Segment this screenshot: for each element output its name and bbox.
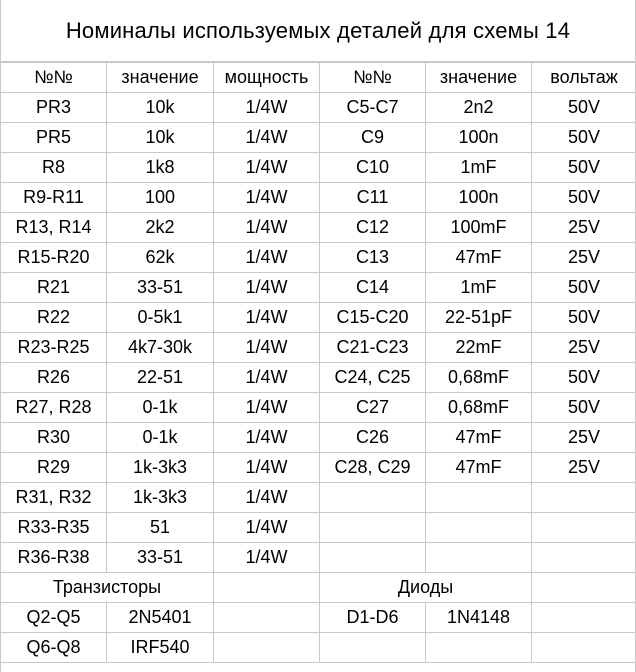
resistor-power: 1/4W xyxy=(214,123,320,153)
resistor-power: 1/4W xyxy=(214,483,320,513)
table-row xyxy=(1,273,636,303)
resistor-ref: R31, R32 xyxy=(1,483,107,513)
resistor-value: 51 xyxy=(107,513,214,543)
table-row xyxy=(1,603,636,633)
capacitor-ref: C12 xyxy=(320,213,426,243)
table-row xyxy=(1,213,636,243)
capacitor-ref: C11 xyxy=(320,183,426,213)
table-row xyxy=(1,483,636,513)
diodes-label: Диоды xyxy=(320,573,532,603)
empty-cell xyxy=(426,543,532,573)
capacitor-value: 47mF xyxy=(426,453,532,483)
capacitor-voltage: 50V xyxy=(532,123,636,153)
resistor-ref: R22 xyxy=(1,303,107,333)
capacitor-value: 1mF xyxy=(426,273,532,303)
resistor-value: 1k-3k3 xyxy=(107,453,214,483)
resistor-ref: R23-R25 xyxy=(1,333,107,363)
parts-table xyxy=(0,62,636,663)
resistor-ref: R8 xyxy=(1,153,107,183)
empty-cell xyxy=(320,543,426,573)
resistor-power: 1/4W xyxy=(214,393,320,423)
capacitor-voltage: 25V xyxy=(532,423,636,453)
resistor-ref: R27, R28 xyxy=(1,393,107,423)
empty-cell xyxy=(426,633,532,663)
capacitor-value: 47mF xyxy=(426,243,532,273)
resistor-power: 1/4W xyxy=(214,423,320,453)
capacitor-voltage: 50V xyxy=(532,303,636,333)
resistor-value: 62k xyxy=(107,243,214,273)
resistor-power: 1/4W xyxy=(214,93,320,123)
sheet-title: Номиналы используемых деталей для схемы 14 xyxy=(65,18,571,43)
empty-cell xyxy=(532,543,636,573)
resistor-value: 0-1k xyxy=(107,393,214,423)
diode-type: 1N4148 xyxy=(426,603,532,633)
table-row xyxy=(1,543,636,573)
capacitor-ref: C5-C7 xyxy=(320,93,426,123)
diode-ref: D1-D6 xyxy=(320,603,426,633)
capacitor-voltage: 50V xyxy=(532,363,636,393)
resistor-value: 2k2 xyxy=(107,213,214,243)
capacitor-voltage: 25V xyxy=(532,213,636,243)
resistor-power: 1/4W xyxy=(214,453,320,483)
resistor-power: 1/4W xyxy=(214,513,320,543)
cap-header-voltage: вольтаж xyxy=(532,63,636,93)
capacitor-ref: C13 xyxy=(320,243,426,273)
table-row xyxy=(1,153,636,183)
empty-cell xyxy=(532,573,636,603)
capacitor-value: 100mF xyxy=(426,213,532,243)
capacitor-ref: C21-C23 xyxy=(320,333,426,363)
table-row xyxy=(1,453,636,483)
empty-cell xyxy=(426,513,532,543)
resistor-value: 10k xyxy=(107,123,214,153)
capacitor-ref: C27 xyxy=(320,393,426,423)
resistor-ref: R15-R20 xyxy=(1,243,107,273)
capacitor-value: 2n2 xyxy=(426,93,532,123)
resistor-value: 0-1k xyxy=(107,423,214,453)
resistor-ref: R9-R11 xyxy=(1,183,107,213)
table-row xyxy=(1,513,636,543)
capacitor-value: 0,68mF xyxy=(426,363,532,393)
transistors-label: Транзисторы xyxy=(1,573,214,603)
resistor-ref: R30 xyxy=(1,423,107,453)
cap-header-num: №№ xyxy=(320,63,426,93)
capacitor-voltage: 25V xyxy=(532,333,636,363)
table-row xyxy=(1,183,636,213)
empty-cell xyxy=(214,573,320,603)
empty-cell xyxy=(426,483,532,513)
table-row xyxy=(1,393,636,423)
resistor-power: 1/4W xyxy=(214,213,320,243)
resistor-power: 1/4W xyxy=(214,303,320,333)
resistor-ref: PR5 xyxy=(1,123,107,153)
capacitor-voltage: 50V xyxy=(532,153,636,183)
resistor-power: 1/4W xyxy=(214,243,320,273)
section-label-row xyxy=(1,573,636,603)
capacitor-voltage: 25V xyxy=(532,453,636,483)
transistor-ref: Q2-Q5 xyxy=(1,603,107,633)
empty-cell xyxy=(320,483,426,513)
capacitor-ref: C10 xyxy=(320,153,426,183)
empty-cell xyxy=(320,513,426,543)
resistor-value: 1k-3k3 xyxy=(107,483,214,513)
capacitor-value: 100n xyxy=(426,123,532,153)
capacitor-voltage: 50V xyxy=(532,183,636,213)
capacitor-ref: C28, C29 xyxy=(320,453,426,483)
empty-cell xyxy=(214,633,320,663)
capacitor-ref: C26 xyxy=(320,423,426,453)
table-row xyxy=(1,363,636,393)
capacitor-ref: C15-C20 xyxy=(320,303,426,333)
table-row xyxy=(1,423,636,453)
transistor-ref: Q6-Q8 xyxy=(1,633,107,663)
resistor-ref: R33-R35 xyxy=(1,513,107,543)
empty-cell xyxy=(214,603,320,633)
resistor-value: 10k xyxy=(107,93,214,123)
capacitor-ref: C24, C25 xyxy=(320,363,426,393)
resistor-value: 0-5k1 xyxy=(107,303,214,333)
resistor-value: 1k8 xyxy=(107,153,214,183)
resistor-power: 1/4W xyxy=(214,183,320,213)
resistor-power: 1/4W xyxy=(214,363,320,393)
empty-cell xyxy=(532,633,636,663)
resistor-value: 33-51 xyxy=(107,273,214,303)
res-header-power: мощность xyxy=(214,63,320,93)
resistor-ref: R36-R38 xyxy=(1,543,107,573)
empty-cell xyxy=(320,633,426,663)
capacitor-voltage: 50V xyxy=(532,93,636,123)
resistor-ref: R26 xyxy=(1,363,107,393)
empty-cell xyxy=(532,603,636,633)
resistor-value: 22-51 xyxy=(107,363,214,393)
capacitor-voltage: 50V xyxy=(532,273,636,303)
table-row xyxy=(1,123,636,153)
resistor-value: 33-51 xyxy=(107,543,214,573)
sheet-edge-left xyxy=(0,0,1,672)
capacitor-value: 22mF xyxy=(426,333,532,363)
capacitor-value: 0,68mF xyxy=(426,393,532,423)
resistor-value: 100 xyxy=(107,183,214,213)
table-row xyxy=(1,303,636,333)
capacitor-value: 1mF xyxy=(426,153,532,183)
res-header-value: значение xyxy=(107,63,214,93)
transistor-type: 2N5401 xyxy=(107,603,214,633)
resistor-power: 1/4W xyxy=(214,153,320,183)
transistor-type: IRF540 xyxy=(107,633,214,663)
capacitor-value: 100n xyxy=(426,183,532,213)
resistor-power: 1/4W xyxy=(214,333,320,363)
capacitor-value: 47mF xyxy=(426,423,532,453)
capacitor-voltage: 25V xyxy=(532,243,636,273)
capacitor-value: 22-51pF xyxy=(426,303,532,333)
table-row xyxy=(1,93,636,123)
resistor-value: 4k7-30k xyxy=(107,333,214,363)
resistor-power: 1/4W xyxy=(214,273,320,303)
table-row xyxy=(1,243,636,273)
resistor-ref: PR3 xyxy=(1,93,107,123)
table-row xyxy=(1,633,636,663)
empty-cell xyxy=(532,483,636,513)
resistor-power: 1/4W xyxy=(214,543,320,573)
parts-table-body xyxy=(1,63,636,663)
capacitor-ref: C9 xyxy=(320,123,426,153)
resistor-ref: R29 xyxy=(1,453,107,483)
capacitor-ref: C14 xyxy=(320,273,426,303)
table-row xyxy=(1,333,636,363)
empty-cell xyxy=(532,513,636,543)
cap-header-value: значение xyxy=(426,63,532,93)
header-row xyxy=(1,63,636,93)
capacitor-voltage: 50V xyxy=(532,393,636,423)
resistor-ref: R13, R14 xyxy=(1,213,107,243)
res-header-num: №№ xyxy=(1,63,107,93)
resistor-ref: R21 xyxy=(1,273,107,303)
